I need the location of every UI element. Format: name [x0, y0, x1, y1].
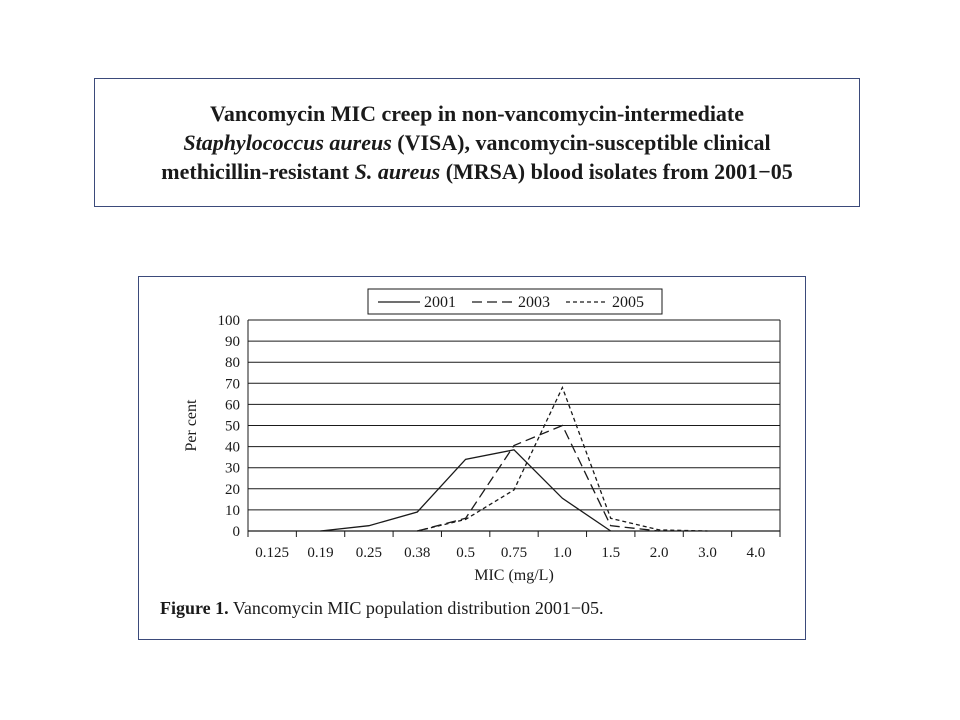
y-tick-label: 40 — [225, 439, 240, 456]
x-tick-label: 0.125 — [255, 545, 290, 561]
legend-label-2005: 2005 — [612, 294, 644, 311]
figure-caption-text: Vancomycin MIC population distribution 2001−05. — [228, 598, 604, 618]
title-line-3-rest: (MRSA) blood isolates from 2001−05 — [440, 159, 793, 184]
title-line-2-rest: (VISA), vancomycin-susceptible clinical — [391, 130, 771, 155]
y-tick-label: 50 — [225, 418, 240, 435]
title-line-1-text: Vancomycin MIC creep in non-vancomycin-intermediate — [209, 101, 745, 126]
x-tick-label: 3.0 — [698, 545, 717, 561]
title-line-3-italic: S. aureus — [354, 159, 441, 184]
legend-label-2003: 2003 — [518, 294, 550, 311]
x-tick-label: 0.75 — [500, 545, 528, 561]
y-tick-label: 0 — [232, 524, 240, 540]
y-tick-label: 20 — [225, 481, 240, 498]
figure-caption-label: Figure 1. — [160, 598, 229, 618]
y-tick-label: 10 — [225, 502, 240, 519]
y-tick-label: 80 — [225, 355, 240, 372]
figure-caption — [160, 598, 603, 619]
y-tick-label: 30 — [225, 460, 240, 477]
x-tick-label: 2.0 — [649, 545, 669, 561]
x-tick-label: 4.0 — [746, 545, 766, 561]
x-tick-label: 0.19 — [307, 545, 334, 561]
title-line-2-italic: Staphylococcus aureus — [183, 130, 392, 155]
x-tick-label: 0.38 — [404, 545, 431, 561]
title-line-3-start: methicillin-resistant — [161, 159, 355, 184]
x-tick-label: 1.0 — [552, 545, 572, 561]
y-tick-label: 90 — [225, 334, 240, 351]
x-axis-label: MIC (mg/L) — [474, 567, 554, 584]
legend-label-2001: 2001 — [424, 294, 456, 311]
y-axis-label: Per cent — [183, 399, 200, 452]
series-line-2003 — [417, 426, 659, 532]
x-tick-label: 0.25 — [355, 545, 383, 561]
x-tick-label: 1.5 — [601, 545, 621, 561]
y-tick-label: 70 — [225, 376, 240, 393]
y-tick-label: 100 — [217, 313, 240, 329]
y-tick-label: 60 — [225, 397, 240, 414]
x-tick-label: 0.5 — [456, 545, 476, 561]
